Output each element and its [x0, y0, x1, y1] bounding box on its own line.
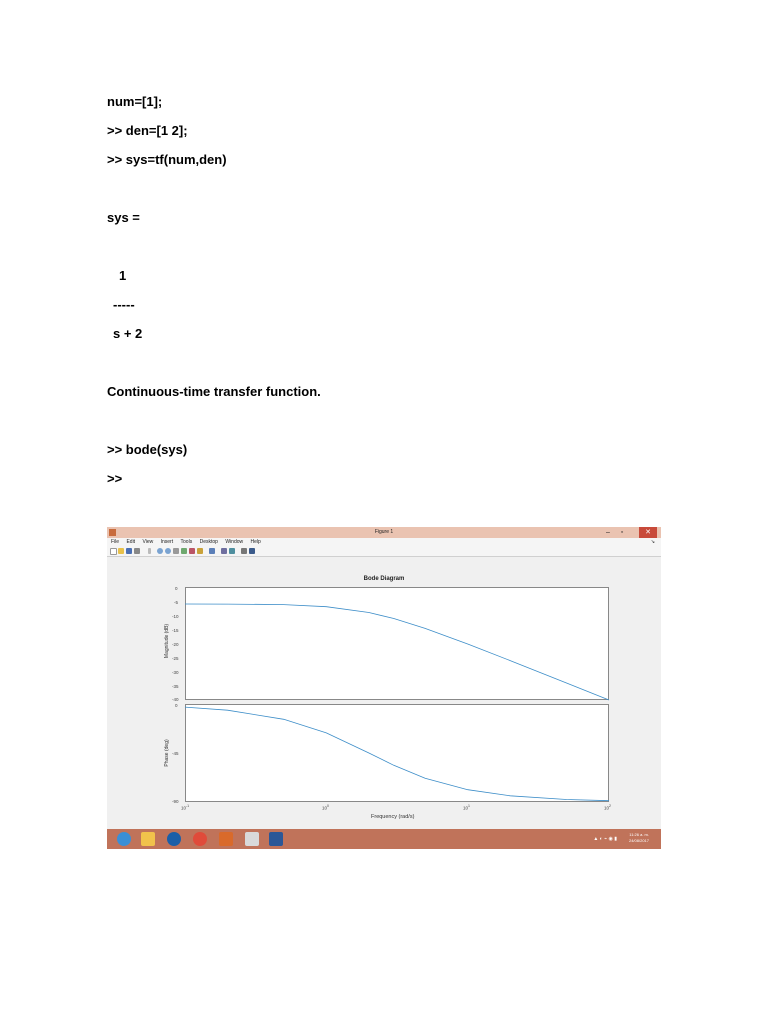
- output-description: Continuous-time transfer function.: [107, 384, 321, 399]
- menu-edit[interactable]: Edit: [126, 539, 136, 545]
- mag-tick: -5: [174, 600, 179, 605]
- menu-file[interactable]: File: [111, 539, 120, 545]
- word-icon[interactable]: [269, 832, 283, 846]
- mag-tick: -40: [172, 697, 179, 702]
- window-title: Figure 1: [374, 529, 394, 535]
- x-tick: $10^{-1}$: [181, 804, 190, 811]
- output-sys-label: sys =: [107, 210, 140, 225]
- plot-title: Bode Diagram: [363, 576, 405, 582]
- mag-tick: -30: [172, 670, 179, 675]
- phase-tick: -45: [172, 751, 179, 756]
- output-denominator: s + 2: [113, 326, 143, 341]
- menu-help[interactable]: Help: [250, 539, 261, 545]
- mag-tick: -20: [172, 642, 179, 647]
- command-line-tf: >> sys=tf(num,den): [107, 152, 227, 167]
- output-fraction-bar: -----: [113, 297, 135, 312]
- mag-tick: 0: [175, 586, 178, 591]
- app-icon[interactable]: [245, 832, 259, 846]
- matlab-icon[interactable]: [219, 832, 233, 846]
- dock-arrow-icon[interactable]: ↘: [650, 539, 655, 545]
- close-button[interactable]: ✕: [639, 527, 657, 538]
- x-tick: $10^1$: [463, 804, 470, 811]
- windows-taskbar: [107, 829, 661, 849]
- menu-tools[interactable]: Tools: [180, 539, 193, 545]
- mag-tick: -35: [172, 684, 179, 689]
- bode-curves: [107, 527, 661, 849]
- phase-ylabel: Phase (deg): [164, 739, 170, 767]
- magnitude-curve: [185, 604, 609, 700]
- command-line-num: num=[1];: [107, 94, 163, 109]
- phase-curve: [185, 707, 609, 801]
- command-line-bode: >> bode(sys): [107, 442, 188, 457]
- mag-tick: -10: [172, 614, 179, 619]
- clock-time: 11:26 a. m.: [629, 832, 649, 837]
- mag-tick: -15: [172, 628, 179, 633]
- phase-tick: -90: [172, 799, 179, 804]
- magnitude-ylabel: Magnitude (dB): [164, 623, 170, 659]
- menu-desktop[interactable]: Desktop: [199, 539, 218, 545]
- frequency-xlabel: Frequency (rad/s): [371, 814, 415, 820]
- clock[interactable]: [629, 832, 649, 844]
- menu-view[interactable]: View: [142, 539, 154, 545]
- figure-window: [107, 527, 661, 849]
- chrome-icon[interactable]: [193, 832, 207, 846]
- output-numerator: 1: [119, 268, 127, 283]
- x-tick: $10^2$: [604, 804, 611, 811]
- ie-icon[interactable]: [117, 832, 131, 846]
- command-prompt: >>: [107, 471, 123, 486]
- folder-icon[interactable]: [141, 832, 155, 846]
- maximize-button[interactable]: ▫: [620, 529, 624, 536]
- mag-tick: -25: [172, 656, 179, 661]
- x-tick: $10^0$: [322, 804, 329, 811]
- command-line-den: >> den=[1 2];: [107, 123, 188, 138]
- clock-date: 24/08/2017: [628, 838, 649, 843]
- phase-tick: 0: [175, 703, 178, 708]
- hp-icon[interactable]: [167, 832, 181, 846]
- menu-insert[interactable]: Insert: [160, 539, 174, 545]
- menu-window[interactable]: Window: [225, 539, 244, 545]
- minimize-button[interactable]: –: [606, 529, 610, 536]
- system-tray-icons[interactable]: ▲ ◐ ⌁ ◉ ▮: [593, 836, 617, 842]
